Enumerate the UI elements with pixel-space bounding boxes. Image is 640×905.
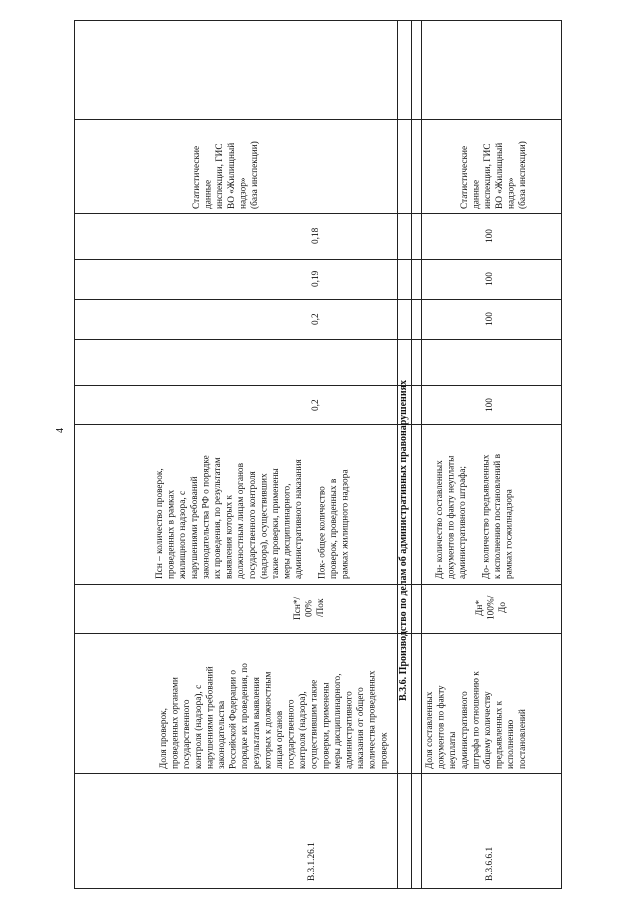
row-2-source: Статистические данные инспекции, ГИС ВО «Жилищный надзор» (база инспекции) <box>460 141 528 209</box>
row-1-explanation: Псн – количество проверок, проведенных в рамках жилищного надзора, с нарушениями требований законодательства РФ о порядке их проведения, по результатам выявления которых к должностным лицам органов государственного контроля (надзора), осуществивших такие проверки, применены меры дисциплинарного, административного наказания Пок- общее количество проверок, проведенных в рамках жилищного надзора <box>155 455 351 579</box>
row-1-code: В.3.1.26.1 <box>307 842 317 881</box>
row-2-value-1: 100 <box>485 398 495 412</box>
page-number: 4 <box>55 428 66 433</box>
section-header: В.3.6. Производство по делам об административных правонарушениях <box>398 380 409 701</box>
row-2-code: В.3.6.6.1 <box>485 846 495 881</box>
row-2-value-5: 100 <box>485 229 495 243</box>
row-2-value-4: 100 <box>485 272 495 286</box>
row-1-source: Статистические данные инспекции, ГИС ВО «Жилищный надзор» (база инспекции) <box>192 141 260 209</box>
row-1-name: Доля проверок, проведенных органами государственного контроля (надзора), с нарушениями требований законодательства Российской Федерации о порядке их проведения, по результатам выявления которых к должностным лицам органов государственного контроля (надзора), осуществившим такие проверки, применены меры дисциплинарного, административного наказания от общего количества проведенных проверок <box>159 663 390 769</box>
row-1-formula: Псн*/ 00% /Пок <box>293 596 327 620</box>
row-2-formula: Дн* 100%/ До <box>475 595 509 621</box>
row-2-name: Доля составленных документов по факту неуплаты административного штрафа по отношению к общему количеству предъявленных к исполнению постановлений <box>425 671 528 769</box>
row-1-value-3: 0,2 <box>311 313 321 325</box>
row-1-value-1: 0,2 <box>311 399 321 411</box>
row-1-value-4: 0,19 <box>311 270 321 288</box>
row-2-explanation: Дн- количество составленных документов по факту неуплаты административного штрафа; До- количество предъявленных к исполнению постановлений в рамках госжилнадзора <box>435 454 515 579</box>
indicator-table <box>74 20 562 889</box>
row-2-value-3: 100 <box>485 312 495 326</box>
row-1-value-5: 0,18 <box>311 227 321 245</box>
